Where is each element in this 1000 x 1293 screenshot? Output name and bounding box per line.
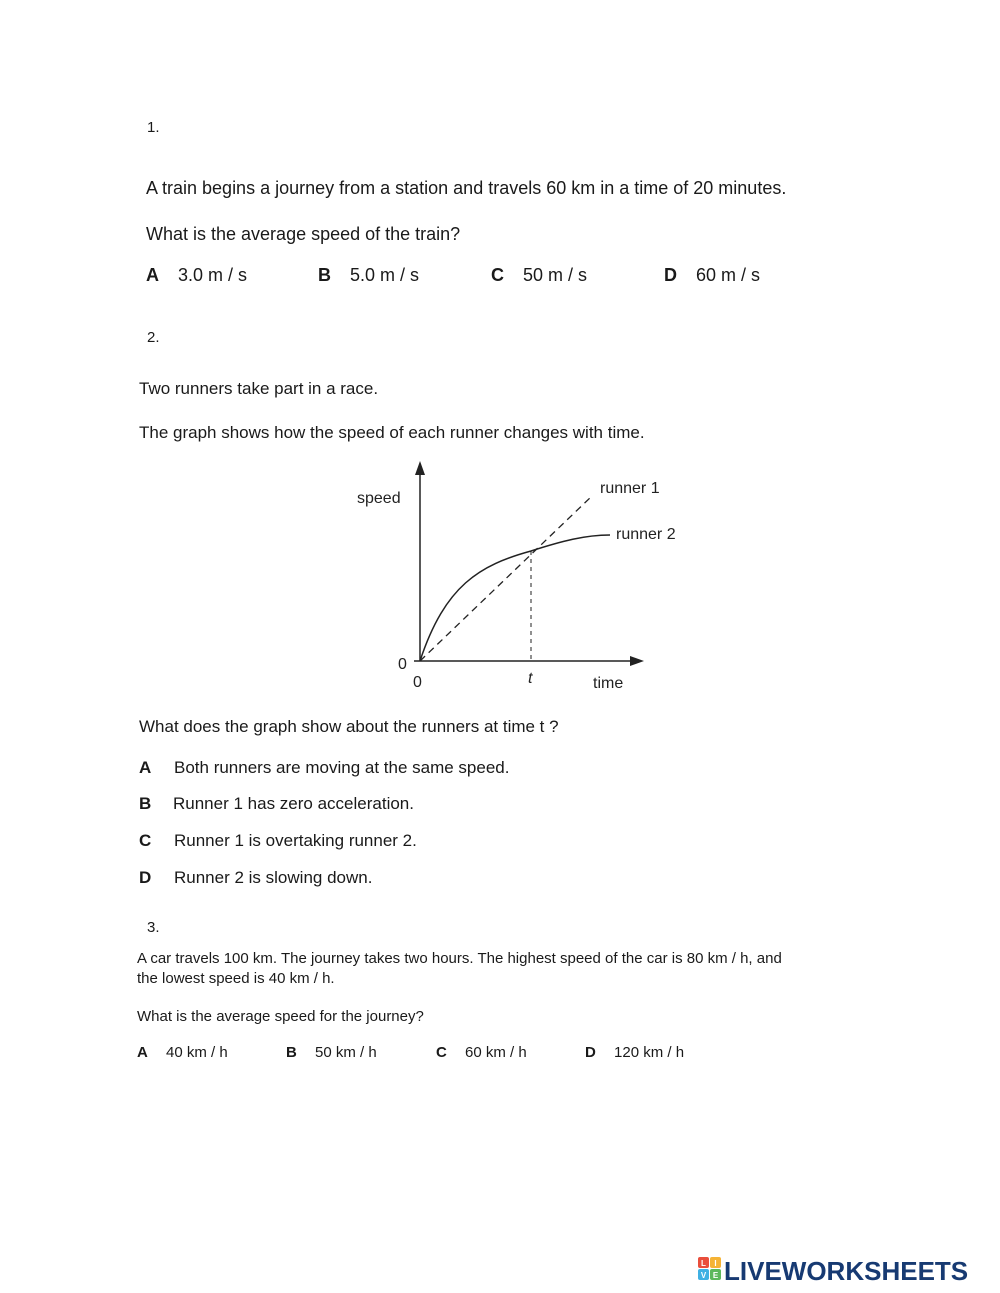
- q2-option-b-letter: B: [139, 794, 152, 813]
- q3-option-b-text: 50 km / h: [315, 1044, 377, 1061]
- q3-number: 3.: [147, 919, 160, 936]
- q3-option-c[interactable]: [436, 1044, 527, 1061]
- logo-wordmark: LIVEWORKSHEETS: [724, 1256, 969, 1286]
- q2-option-b-text: Runner 1 has zero acceleration.: [173, 794, 414, 813]
- q1-statement: A train begins a journey from a station and travels 60 km in a time of 20 minutes.: [146, 178, 787, 198]
- q2-option-a-letter: A: [139, 758, 152, 777]
- logo-svg: [698, 1254, 998, 1288]
- badge-letter-v: V: [700, 1271, 707, 1280]
- q3-question: What is the average speed for the journey?: [137, 1008, 424, 1025]
- q2-question: What does the graph show about the runners at time t ?: [139, 717, 559, 736]
- q1-question: What is the average speed of the train?: [146, 224, 461, 244]
- q2-option-d-letter: D: [139, 868, 152, 887]
- runner-1-label: runner 1: [600, 480, 660, 497]
- q3-option-d-letter: D: [585, 1044, 596, 1061]
- q1-option-a[interactable]: [146, 265, 247, 286]
- q1-option-b-letter: B: [318, 265, 331, 285]
- y-axis-label: speed: [357, 490, 401, 507]
- q2-option-d[interactable]: [139, 868, 372, 888]
- runner-2-curve: [420, 535, 610, 661]
- q3-option-b[interactable]: [286, 1044, 377, 1061]
- q1-option-a-letter: A: [146, 265, 159, 285]
- y-axis-arrow: [415, 461, 425, 475]
- q1-option-c-text: 50 m / s: [523, 265, 588, 285]
- runner-1-line: [420, 495, 593, 661]
- q3-option-b-letter: B: [286, 1044, 297, 1061]
- q2-option-b[interactable]: [139, 794, 414, 814]
- q3-option-c-letter: C: [436, 1044, 447, 1061]
- q2-option-d-text: Runner 2 is slowing down.: [174, 868, 373, 887]
- q2-statement-1: Two runners take part in a race.: [139, 379, 379, 398]
- q2-option-a-text: Both runners are moving at the same speed.: [174, 758, 510, 777]
- q1-option-d-letter: D: [664, 265, 677, 285]
- q3-option-a-text: 40 km / h: [166, 1044, 228, 1061]
- speed-time-graph: [340, 455, 676, 700]
- q3-option-d[interactable]: [585, 1044, 684, 1061]
- badge-letter-l: L: [701, 1259, 706, 1268]
- q2-option-c-letter: C: [139, 831, 152, 850]
- q1-option-d-text: 60 m / s: [696, 265, 761, 285]
- q2-number: 2.: [147, 329, 160, 346]
- q1-option-b-text: 5.0 m / s: [350, 265, 420, 285]
- q1-option-c[interactable]: [491, 265, 587, 286]
- q3-option-a[interactable]: [137, 1044, 228, 1061]
- q2-option-c[interactable]: [139, 831, 417, 851]
- q2-statement-2: The graph shows how the speed of each runner changes with time.: [139, 423, 645, 442]
- q1-option-d[interactable]: [664, 265, 760, 286]
- y-tick-label-0: 0: [398, 656, 407, 673]
- x-axis-label: time: [593, 675, 624, 692]
- q2-option-c-text: Runner 1 is overtaking runner 2.: [174, 831, 417, 850]
- liveworksheets-logo[interactable]: [698, 1254, 998, 1288]
- q3-option-c-text: 60 km / h: [465, 1044, 527, 1061]
- q3-option-a-letter: A: [137, 1044, 148, 1061]
- q1-option-a-text: 3.0 m / s: [178, 265, 248, 285]
- q3-statement-line-1: A car travels 100 km. The journey takes two hours. The highest speed of the car is 80 km / h, and: [137, 950, 782, 967]
- logo-badge-icon: [698, 1257, 721, 1280]
- q3-statement-line-2: the lowest speed is 40 km / h.: [137, 970, 335, 987]
- badge-letter-e: E: [712, 1271, 719, 1280]
- x-tick-label-0: 0: [413, 674, 422, 691]
- q1-option-b[interactable]: [318, 265, 419, 286]
- x-tick-label-t: t: [528, 670, 533, 687]
- q1-number: 1.: [147, 119, 160, 136]
- q1-option-c-letter: C: [491, 265, 504, 285]
- badge-letter-i: I: [714, 1259, 717, 1268]
- q3-option-d-text: 120 km / h: [614, 1044, 685, 1061]
- x-axis-arrow: [630, 656, 644, 666]
- q2-option-a[interactable]: [139, 758, 509, 778]
- runner-2-label: runner 2: [616, 526, 676, 543]
